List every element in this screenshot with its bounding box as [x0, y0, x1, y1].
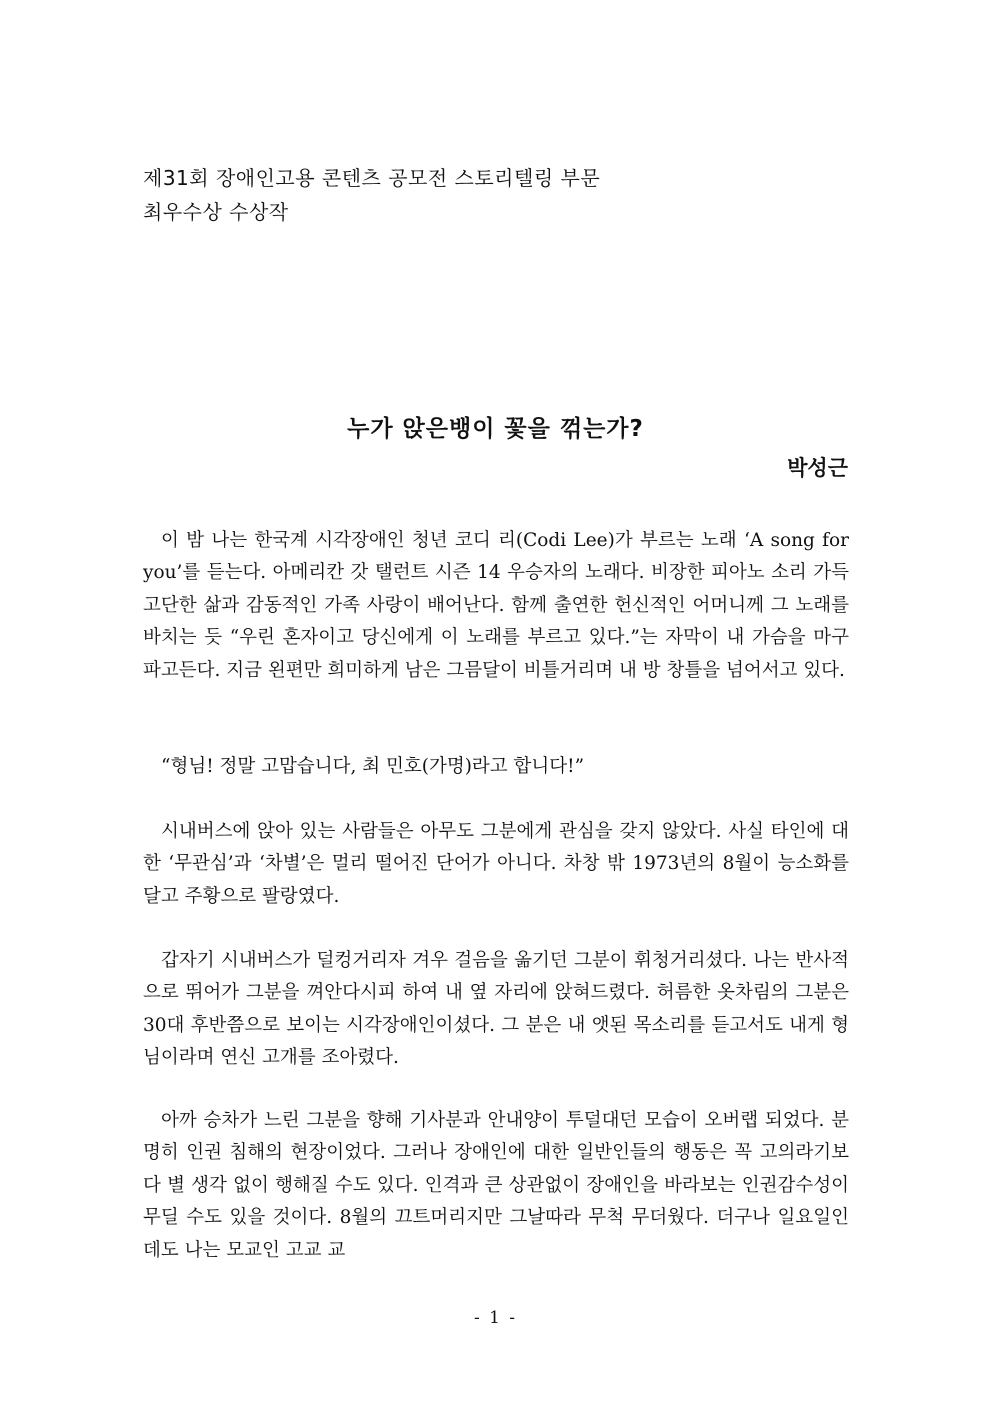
paragraph-text: 갑자기 시내버스가 덜컹거리자 겨우 걸음을 옮기던 그분이 휘청거리셨다. 나는 반사적으로 뛰어가 그분을 껴안다시피 하여 내 옆 자리에 앉혀드렸다. 허름한 옷차림의 그분은 30대 후반쯤으로 보이는 시각장애인이셨다. 그 분은 내 앳된 목소리를 듣고서도 내게 형님이라며 연신 고개를 조아렸다. [143, 950, 849, 1069]
body-paragraph-4 [143, 945, 849, 1075]
body-paragraph-5 [143, 1105, 849, 1267]
body-paragraph-3 [143, 816, 849, 913]
body-paragraph-2 [143, 751, 849, 783]
header-line-1: 제31회 장애인고용 콘텐츠 공모전 스토리텔링 부문 [143, 166, 601, 190]
page-number: - 1 - [473, 1308, 518, 1328]
document-title: 누가 앉은뱅이 꽃을 꺾는가? [347, 416, 644, 442]
paragraph-text: 시내버스에 앉아 있는 사람들은 아무도 그분에게 관심을 갖지 않았다. 사실 타인에 대한 ‘무관심’과 ‘차별’은 멀리 떨어진 단어가 아니다. 차창 밖 1973년의 8월이 능소화를 달고 주황으로 팔랑였다. [143, 821, 849, 907]
body-paragraph-1 [143, 525, 849, 687]
paragraph-text: 이 밤 나는 한국계 시각장애인 청년 코디 리(Codi Lee)가 부르는 노래 ‘A song for you’를 듣는다. 아메리칸 갓 탤런트 시즌 14 우승자의 노래다. 비장한 피아노 소리 가득 고단한 삶과 감동적인 가족 사랑이 배어난다. 함께 출연한 헌신적인 어머니께 그 노래를 바치는 듯 “우린 혼자이고 당신에게 이 노래를 부르고 있다.”는 자막이 내 가슴을 마구 파고든다. 지금 왼편만 희미하게 남은 그믐달이 비틀거리며 내 방 창틀을 넘어서고 있다. [143, 530, 849, 681]
paragraph-text: 아까 승차가 느린 그분을 향해 기사분과 안내양이 투덜대던 모습이 오버랩 되었다. 분명히 인권 침해의 현장이었다. 그러나 장애인에 대한 일반인들의 행동은 꼭 고의라기보다 별 생각 없이 행해질 수도 있다. 인격과 큰 상관없이 장애인을 바라보는 인권감수성이 무딜 수도 있을 것이다. 8월의 끄트머리지만 그날따라 무척 무더웠다. 더구나 일요일인데도 나는 모교인 고교 교 [143, 1110, 849, 1261]
header-line-2: 최우수상 수상작 [143, 200, 289, 224]
author-name: 박성근 [787, 456, 848, 480]
paragraph-text: “형님! 정말 고맙습니다, 최 민호(가명)라고 합니다!” [161, 756, 585, 777]
